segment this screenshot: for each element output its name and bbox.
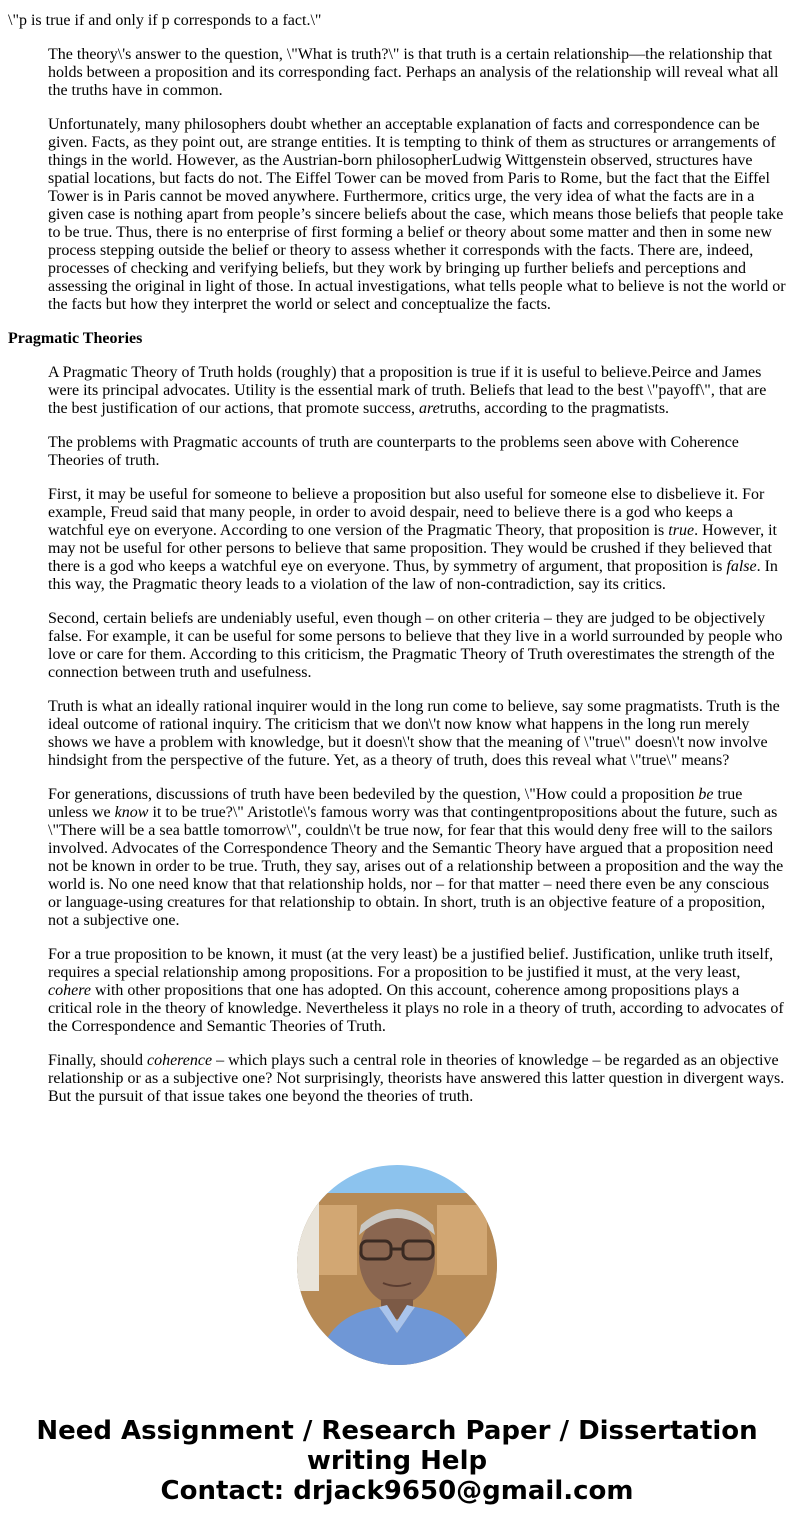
paragraph: For generations, discussions of truth have been bedeviled by the question, \"How could a proposition be true unless we know it to be true?\" Aristotle\'s famous worry was that contingentpropositions about the future, such as \"There will be a sea battle tomorrow\", couldn\'t be true now, for fear that this would deny free will to the sailors involved. Advocates of the Correspondence Theory and the Semantic Theory have argued that a proposition need not be known in order to be true. Truth, they say, arises out of a relationship between a proposition and the way the world is. No one need know that that relationship holds, nor – for that matter – need there even be any conscious or language-using creatures for that relationship to obtain. In short, truth is an objective feature of a proposition, not a subjective one. [48, 786, 784, 929]
article [0, 12, 794, 1106]
paragraph: First, it may be useful for someone to believe a proposition but also useful for someone else to disbelieve it. For example, Freud said that many people, in order to avoid despair, need to believe there is a god who keeps a watchful eye on everyone. According to one version of the Pragmatic Theory, that proposition is true. However, it may not be useful for other persons to believe that same proposition. They would be crushed if they believed that there is a god who keeps a watchful eye on everyone. Thus, by symmetry of argument, that proposition is false. In this way, the Pragmatic theory leads to a violation of the law of non-contradiction, say its critics. [48, 486, 778, 593]
promo-line: Need Assignment / Research Paper / Dissertation [36, 1416, 758, 1446]
author-avatar [297, 1165, 497, 1365]
paragraph: Second, certain beliefs are undeniably useful, even though – on other criteria – they are judged to be objectively false. For example, it can be useful for some persons to believe that they live in a world surrounded by people who love or care for them. According to this criticism, the Pragmatic Theory of Truth overestimates the strength of the connection between truth and usefulness. [48, 610, 783, 681]
intro-quote: \"p is true if and only if p corresponds to a fact.\" [8, 12, 322, 29]
correspondence-section [48, 46, 786, 314]
section-heading: Pragmatic Theories [8, 330, 143, 347]
promo-line: writing Help [306, 1446, 488, 1476]
paragraph: For a true proposition to be known, it must (at the very least) be a justified belief. Justification, unlike truth itself, requires a special relationship among propositions. For a proposition to be justified it must, at the very least, cohere with other propositions that one has adopted. On this account, coherence among propositions plays a critical role in the theory of knowledge. Nevertheless it plays no role in a theory of truth, according to advocates of the Correspondence and Semantic Theories of Truth. [48, 946, 784, 1035]
paragraph: A Pragmatic Theory of Truth holds (roughly) that a proposition is true if it is useful to believe.Peirce and James were its principal advocates. Utility is the essential mark of truth. Beliefs that lead to the best \"payoff\", that are the best justification of our actions, that promote success, aretruths, according to the pragmatists. [48, 364, 767, 417]
promo-banner [0, 1416, 794, 1506]
paragraph: Unfortunately, many philosophers doubt whether an acceptable explanation of facts and correspondence can be given. Facts, as they point out, are strange entities. It is tempting to think of them as structures or arrangements of things in the world. However, as the Austrian-born philosopherLudwig Wittgenstein observed, structures have spatial locations, but facts do not. The Eiffel Tower can be moved from Paris to Rome, but the fact that the Eiffel Tower is in Paris cannot be moved anywhere. Furthermore, critics urge, the very idea of what the facts are in a given case is nothing apart from people’s sincere beliefs about the case, which means those beliefs that people take to be true. Thus, there is no enterprise of first forming a belief or theory about some matter and then in some new process stepping outside the belief or theory to assess whether it corresponds with the facts. There are, indeed, processes of checking and verifying beliefs, but they work by bringing up further beliefs and perceptions and assessing the original in light of those. In actual investigations, what tells people what to believe is not the world or the facts but how they interpret the world or select and conceptualize the facts. [48, 116, 786, 313]
author-photo [297, 1165, 497, 1365]
paragraph: The problems with Pragmatic accounts of truth are counterparts to the problems seen above with Coherence Theories of truth. [48, 434, 739, 469]
paragraph: Truth is what an ideally rational inquirer would in the long run come to believe, say some pragmatists. Truth is the ideal outcome of rational inquiry. The criticism that we don\'t now know what happens in the long run merely shows we have a problem with knowledge, but it doesn\'t show that the meaning of \"true\" doesn\'t now involve hindsight from the perspective of the future. Yet, as a theory of truth, does this reveal what \"true\" means? [48, 698, 780, 769]
pragmatic-section [48, 364, 786, 1106]
promo-contact: Contact: drjack9650@gmail.com [160, 1476, 634, 1506]
paragraph: Finally, should coherence – which plays such a central role in theories of knowledge – be regarded as an objective relationship or as a subjective one? Not surprisingly, theorists have answered this latter question in divergent ways. But the pursuit of that issue takes one beyond the theories of truth. [48, 1052, 785, 1105]
paragraph: The theory\'s answer to the question, \"What is truth?\" is that truth is a certain relationship—the relationship that holds between a proposition and its corresponding fact. Perhaps an analysis of the relationship will reveal what all the truths have in common. [48, 46, 779, 99]
